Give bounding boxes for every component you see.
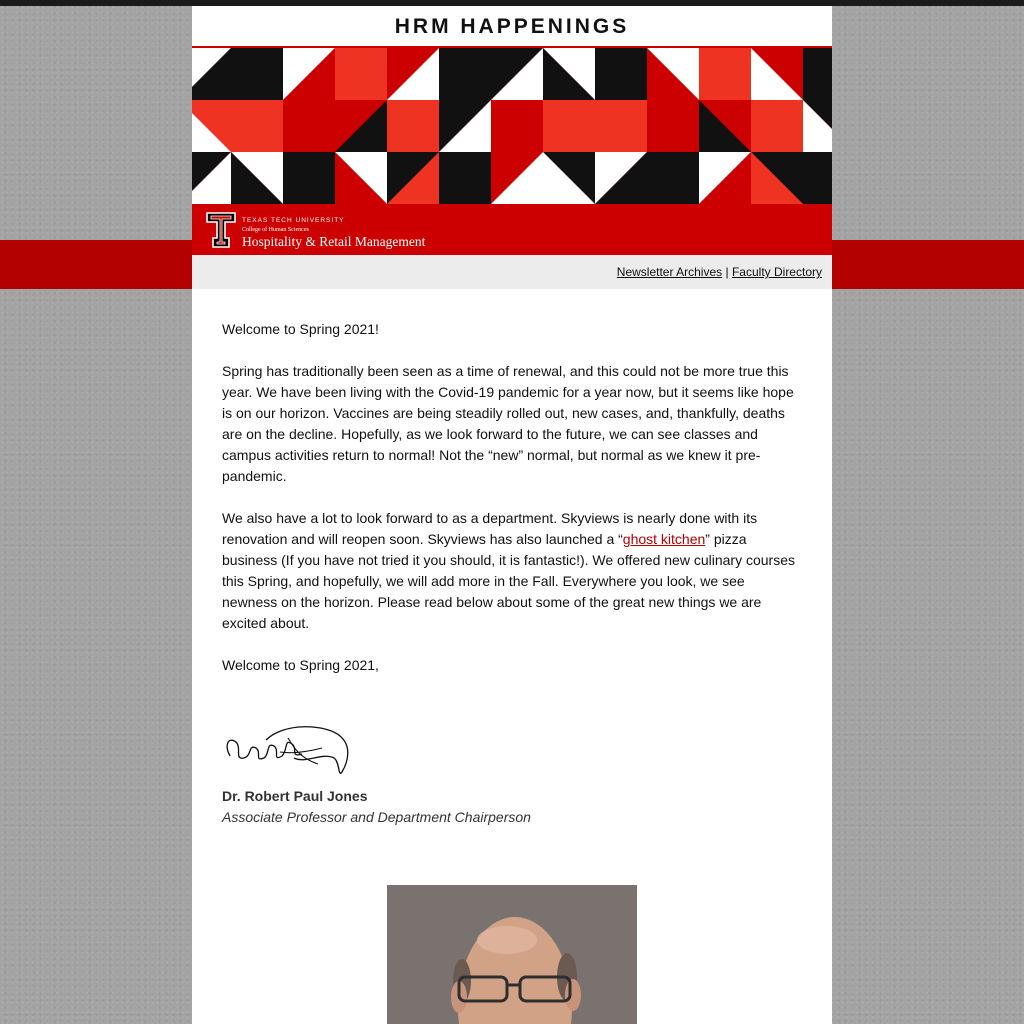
logo-university: TEXAS TECH UNIVERSITY bbox=[242, 217, 345, 224]
logo-department: Hospitality & Retail Management bbox=[242, 233, 426, 249]
faculty-directory-link[interactable]: Faculty Directory bbox=[731, 265, 822, 279]
pattern-square bbox=[491, 100, 543, 152]
pattern-square bbox=[699, 48, 751, 100]
paragraph-text-start: We also have a lot to look forward to as a department. Skyviews is nearly done with its renovation and will reopen soon. Skyviews has also launched a “ bbox=[222, 510, 758, 547]
pattern-square bbox=[595, 48, 647, 100]
pattern-square bbox=[803, 48, 832, 100]
pattern-square bbox=[647, 100, 699, 152]
closing-line: Welcome to Spring 2021, bbox=[222, 657, 379, 673]
ghost-kitchen-link[interactable]: ghost kitchen bbox=[622, 531, 706, 547]
header-banner bbox=[192, 6, 832, 255]
logo-college: College of Human Sciences bbox=[242, 226, 309, 233]
logo-wordmark bbox=[242, 218, 425, 248]
pattern-square bbox=[283, 152, 335, 204]
photo-scalp-highlight bbox=[477, 926, 537, 954]
paragraph-department bbox=[222, 508, 802, 634]
signer-title: Associate Professor and Department Chairperson bbox=[222, 809, 531, 825]
geometric-pattern bbox=[192, 46, 832, 206]
double-t-icon bbox=[206, 212, 236, 248]
pattern-square bbox=[335, 48, 387, 100]
nav-separator: | bbox=[725, 265, 729, 279]
pattern-square bbox=[387, 100, 439, 152]
nav-bar bbox=[192, 255, 832, 289]
newsletter-title: HRM HAPPENINGS bbox=[192, 6, 832, 46]
pattern-square bbox=[647, 152, 699, 204]
pattern-square bbox=[543, 100, 595, 152]
ttu-hrm-logo bbox=[206, 212, 425, 248]
signer-name: Dr. Robert Paul Jones bbox=[222, 788, 368, 804]
pattern-square bbox=[803, 152, 832, 204]
letter-body bbox=[192, 289, 832, 828]
newsletter-container bbox=[192, 6, 832, 1024]
photo-ear-right bbox=[565, 979, 581, 1011]
pattern-square bbox=[283, 100, 335, 152]
pattern-square bbox=[595, 100, 647, 152]
paragraph-text-end: ” pizza business (If you have not tried it you should, it is fantastic!). We offered new culinary courses this Spring, and hopefully, we will add more in the Fall. Everywhere you look, we see newness on the horizon. Please read below about some of the great new things we are excited about. bbox=[222, 531, 795, 631]
greeting: Welcome to Spring 2021! bbox=[222, 321, 379, 337]
pattern-square bbox=[751, 100, 803, 152]
pattern-square bbox=[439, 48, 491, 100]
pattern-square bbox=[231, 100, 283, 152]
chairperson-photo bbox=[387, 885, 637, 1024]
newsletter-archives-link[interactable]: Newsletter Archives bbox=[616, 265, 723, 279]
paragraph-renewal: Spring has traditionally been seen as a time of renewal, and this could not be more true this year. We have been living with the Covid-19 pandemic for a year now, but it seems like hope is on our horizon. Vaccines are being steadily rolled out, new cases, and, thankfully, deaths are on the decline. Hopefully, as we look forward to the future, we can see classes and campus activities return to normal! Not the “new” normal, but normal as we knew it pre-pandemic. bbox=[222, 363, 794, 484]
signature-image bbox=[222, 718, 352, 778]
pattern-square bbox=[439, 152, 491, 204]
pattern-square bbox=[231, 48, 283, 100]
